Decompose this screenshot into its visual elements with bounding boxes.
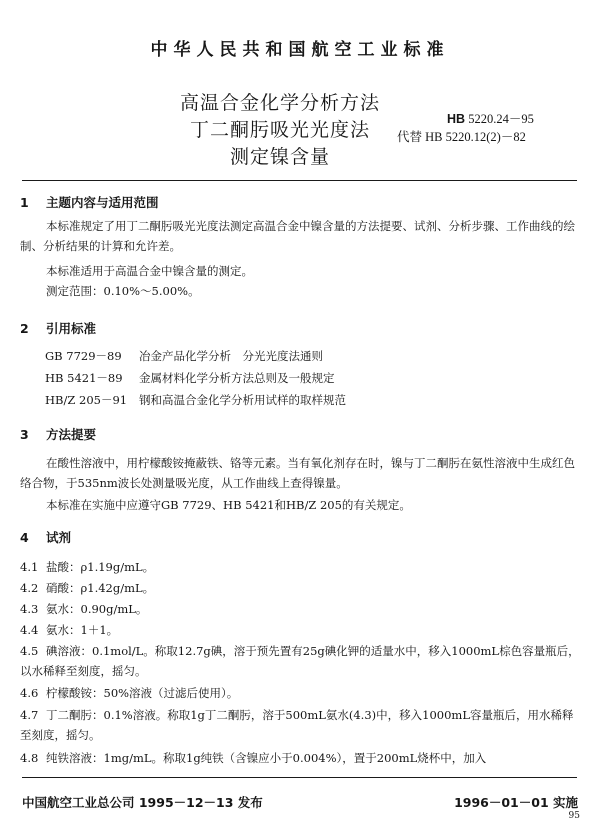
section-3-paragraph-1: 在酸性溶液中，用柠檬酸铵掩蔽铁、铬等元素。当有氧化剂存在时，镍与丁二酮肟在氨性溶液中生成红色络合物，于535nm波长处测量吸光度，从工作曲线上查得镍量。 — [20, 456, 575, 490]
standard-code-prefix: HB — [447, 112, 466, 126]
section-number: 3 — [20, 427, 29, 442]
page-number: 95 — [568, 811, 580, 821]
item-text: 盐酸：ρ1.19g/mL。 — [46, 560, 155, 574]
reference-1 — [45, 348, 323, 364]
standard-banner: 中华人民共和国航空工业标准 — [150, 40, 450, 60]
item-number: 4.7 — [20, 708, 39, 722]
item-text: 丁二酮肟：0.1%溶液。称取1g丁二酮肟，溶于500mL氨水(4.3)中，移入1000mL容量瓶后，用水稀释至刻度，摇匀。 — [20, 708, 574, 742]
section-1-paragraph-2: 本标准适用于高温合金中镍含量的测定。 — [46, 264, 253, 278]
item-number: 4.2 — [20, 581, 39, 595]
section-2-heading — [20, 319, 96, 337]
section-1-paragraph-1: 本标准规定了用丁二酮肟吸光光度法测定高温合金中镍含量的方法提要、试剂、分析步骤、工作曲线的绘制、分析结果的计算和允许差。 — [20, 219, 575, 253]
reagent-item-4-4 — [20, 620, 580, 640]
item-text: 硝酸：ρ1.42g/mL。 — [46, 581, 155, 595]
title-line-3: 测定镍含量 — [229, 146, 330, 168]
reference-title: 冶金产品化学分析 分光光度法通则 — [139, 349, 323, 363]
item-text: 柠檬酸铵：50%溶液（过滤后使用）。 — [46, 686, 239, 700]
section-3-heading — [20, 425, 96, 443]
header-rule — [22, 180, 577, 181]
standard-code — [447, 109, 534, 127]
section-1-heading — [20, 193, 159, 211]
issuer-line: 中国航空工业总公司 1995－12－13 发布 — [22, 795, 263, 810]
reference-3 — [45, 392, 346, 408]
item-number: 4.3 — [20, 602, 39, 616]
reference-code: GB 7729－89 — [45, 349, 122, 363]
item-text: 纯铁溶液：1mg/mL。称取1g纯铁（含镍应小于0.004%），置于200mL烧杯中，加入 — [46, 751, 487, 765]
section-number: 2 — [20, 321, 29, 336]
item-text: 碘溶液：0.1mol/L。称取12.7g碘，溶于预先置有25g碘化钾的适量水中，移入1000mL棕色容量瓶后，以水稀释至刻度，摇匀。 — [20, 644, 580, 678]
section-3-paragraph-2: 本标准在实施中应遵守GB 7729、HB 5421和HB/Z 205的有关规定。 — [46, 498, 411, 512]
item-number: 4.1 — [20, 560, 39, 574]
section-title: 主题内容与适用范围 — [46, 195, 159, 210]
reagent-item-4-1 — [20, 557, 580, 577]
footer-rule — [22, 777, 577, 778]
section-title: 方法提要 — [46, 427, 97, 442]
reference-code: HB/Z 205－91 — [45, 393, 128, 407]
reference-2 — [45, 370, 335, 386]
section-1-paragraph-3: 测定范围：0.10%～5.00%。 — [46, 284, 200, 298]
item-number: 4.6 — [20, 686, 39, 700]
standard-code-number: 5220.24－95 — [468, 112, 534, 126]
reagent-item-4-2 — [20, 578, 580, 598]
replaces-code: 代替 HB 5220.12(2)－82 — [397, 130, 526, 144]
item-number: 4.5 — [20, 644, 39, 658]
item-text: 氨水：0.90g/mL。 — [46, 602, 148, 616]
reagent-item-4-6 — [20, 683, 580, 703]
section-number: 4 — [20, 530, 29, 545]
reagent-item-4-8 — [20, 748, 580, 768]
reagent-item-4-3 — [20, 599, 580, 619]
section-4-heading — [20, 528, 71, 546]
reference-code: HB 5421－89 — [45, 371, 123, 385]
item-number: 4.8 — [20, 751, 39, 765]
reference-title: 钢和高温合金化学分析用试样的取样规范 — [139, 393, 346, 407]
reagent-item-4-5 — [20, 641, 580, 681]
reference-title: 金属材料化学分析方法总则及一般规定 — [139, 371, 335, 385]
item-number: 4.4 — [20, 623, 39, 637]
section-number: 1 — [20, 195, 29, 210]
title-line-2: 丁二酮肟吸光光度法 — [189, 119, 370, 141]
effective-date: 1996－01－01 实施 — [454, 795, 578, 810]
reagent-item-4-7 — [20, 705, 580, 745]
section-title: 试剂 — [46, 530, 72, 545]
title-line-1: 高温合金化学分析方法 — [179, 92, 380, 114]
item-text: 氨水：1＋1。 — [46, 623, 119, 637]
section-title: 引用标准 — [46, 321, 97, 336]
